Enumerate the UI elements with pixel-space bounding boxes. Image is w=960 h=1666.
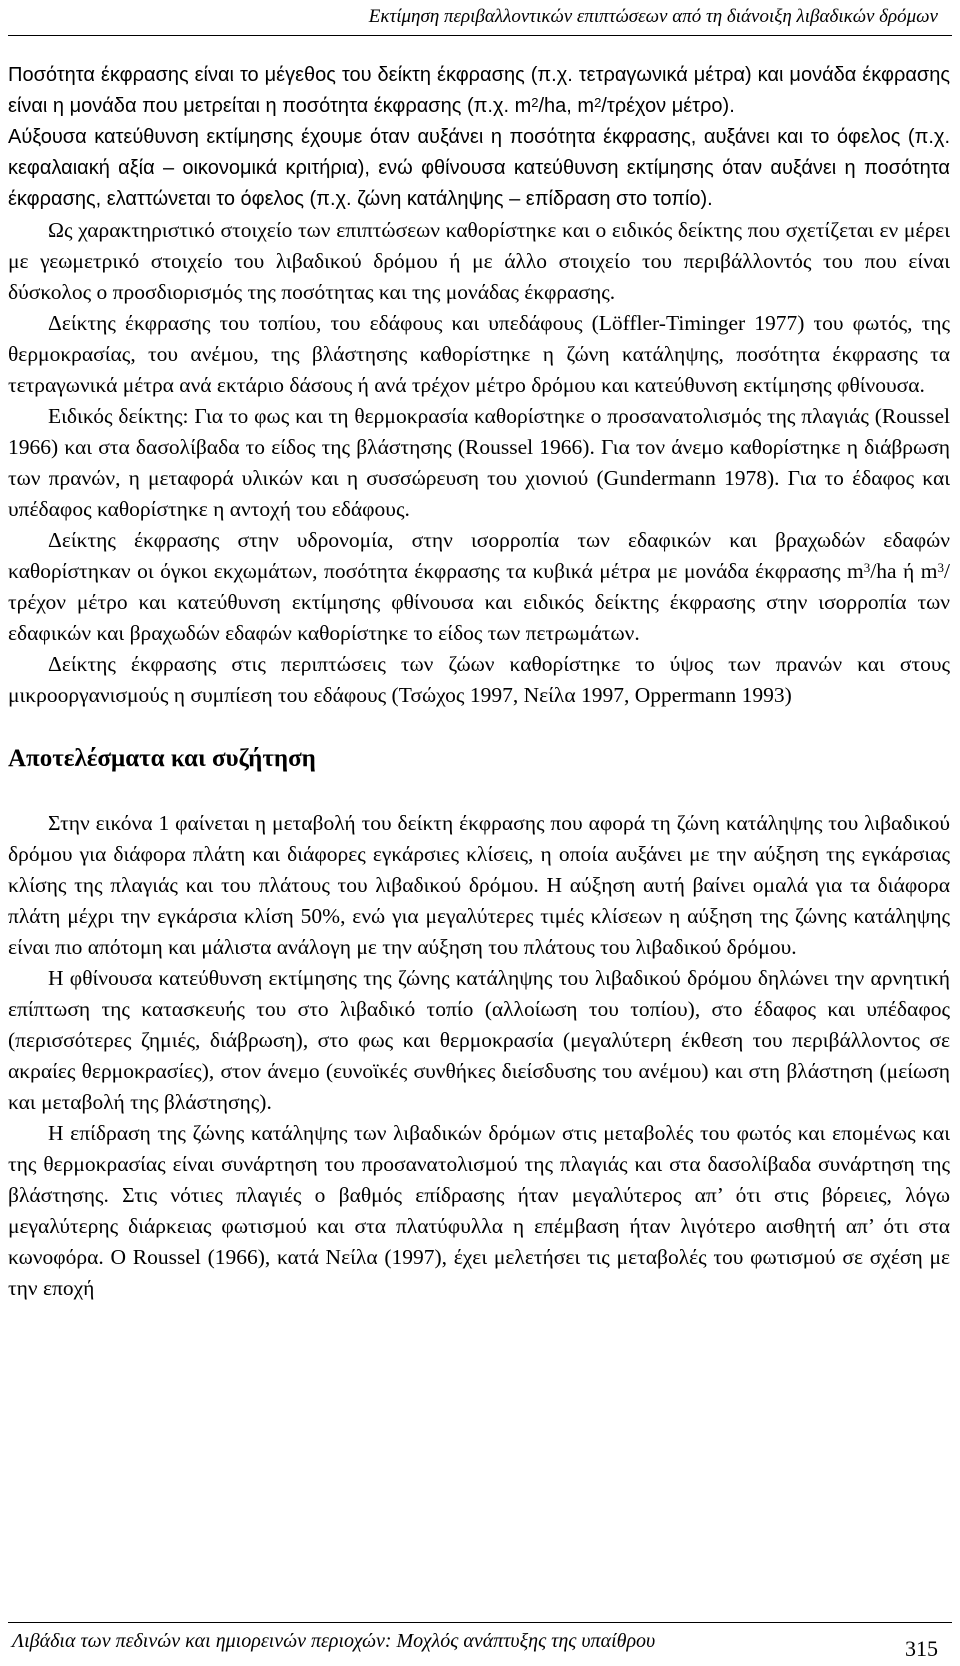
paragraph-landscape-indicator: Δείκτης έκφρασης του τοπίου, του εδάφους και υπεδάφους (Löffler-Timinger 1977) του φωτός, της θερμοκρασίας, του ανέμου, της βλάστησης καθορίστηκε η ζώνη κατάληψης, ποσότητα έκφρασης τα τετραγωνικά μέτρα ανά εκτάριο δάσους ή ανά τρέχον μέτρο δρόμου και κατεύθυνση εκτίμησης φθίνουσα. — [8, 311, 950, 397]
paragraph-direction-definition: Αύξουσα κατεύθυνση εκτίμησης έχουμε όταν αυξάνει η ποσότητα έκφρασης, αυξάνει και το όφελος (π.χ. κεφαλαιακή αξία – οικονομικά κριτήρια), ενώ φθίνουσα κατεύθυνση εκτίμησης όταν αυξάνει η ποσότητα έκφρασης, ελαττώνεται το όφελος (π.χ. ζώνη κατάληψης – επίδραση στο τοπίο). — [8, 126, 950, 210]
paragraph-results-light-temperature: Η επίδραση της ζώνης κατάληψης των λιβαδικών δρόμων στις μεταβολές του φωτός και επομένως και της θερμοκρασίας είναι συνάρτηση του προσανατολισμού της πλαγιάς και στα δασολίβαδα συνάρτηση της βλάστησης. Στις νότιες πλαγιές ο βαθμός επίδρασης ήταν μεγαλύτερος απ’ ότι στις βόρειες, λόγω μεγαλύτερης διάρκειας φωτισμού και στα πλατύφυλλα η επέμβαση ήταν λιγότερο αισθητή απ’ ότι στα κωνοφόρα. Ο Roussel (1966), κατά Νείλα (1997), έχει μελετήσει τις μεταβολές του φωτισμού σε σχέση με την εποχή — [8, 1121, 950, 1300]
running-header — [8, 4, 952, 34]
running-header-title: Εκτίμηση περιβαλλοντικών επιπτώσεων από τη διάνοιξη λιβαδικών δρόμων — [368, 6, 938, 27]
running-footer — [8, 1622, 952, 1666]
footer-title: Λιβάδια των πεδινών και ημιορεινών περιοχών: Μοχλός ανάπτυξης της υπαίθρου — [12, 1630, 656, 1652]
page-number: 315 — [905, 1636, 938, 1661]
paragraph-results-negative-impact: Η φθίνουσα κατεύθυνση εκτίμησης της ζώνης κατάληψης του λιβαδικού δρόμου δηλώνει την αρνητική επίπτωση της κατασκευής του στο λιβαδικό τοπίο (αλλοίωση του τοπίου), στο έδαφος και υπέδαφος (περισσότερες ζημιές, διάβρωση), στο φως και θερμοκρασία (μεγαλύτερη έκθεση του περιβάλλοντος σε ακραίες θερμοκρασίες), στον άνεμο (ευνοϊκές συνθήκες διείσδυσης του ανέμου) και στη βλάστηση (μείωση και μεταβολή της βλάστησης). — [8, 966, 950, 1114]
footer-rule — [8, 1622, 952, 1623]
section-heading-results: Αποτελέσματα και συζήτηση — [8, 745, 316, 772]
paragraph-special-indicator: Ως χαρακτηριστικό στοιχείο των επιπτώσεων καθορίστηκε και ο ειδικός δείκτης που σχετίζεται εν μέρει με γεωμετρικό στοιχείο του λιβαδικού δρόμου ή με άλλο στοιχείο του περιβάλλοντός του που είναι δύσκολος ο προσδιορισμός της ποσότητας και της μονάδας έκφρασης. — [8, 218, 950, 304]
header-rule — [8, 35, 952, 36]
paragraph-hydrology-indicator: Δείκτης έκφρασης στην υδρονομία, στην ισορροπία των εδαφικών και βραχωδών εδαφών καθορίστηκαν οι όγκοι εκχωμάτων, ποσότητα έκφρασης τα κυβικά μέτρα με μονάδα έκφρασης $m^3/ha$ ή $m^3$/τρέχον μέτρο και κατεύθυνση εκτίμησης φθίνουσα και ειδικός δείκτης έκφρασης στην ισορροπία των εδαφικών και βραχωδών εδαφών καθορίστηκε το είδος των πετρωμάτων. — [8, 528, 950, 645]
paragraph-specific-indicator: Ειδικός δείκτης: Για το φως και τη θερμοκρασία καθορίστηκε ο προσανατολισμός της πλαγιάς (Roussel 1966) και στα δασολίβαδα το είδος της βλάστησης (Roussel 1966). Για τον άνεμο καθορίστηκε η διάβρωση των πρανών, η μεταφορά υλικών και η συσσώρευση του χιονιού (Gundermann 1978). Για το έδαφος και υπέδαφος καθορίστηκε η αντοχή του εδάφους. — [8, 404, 950, 521]
paragraph-quantity-definition: Ποσότητα έκφρασης είναι το μέγεθος του δείκτη έκφρασης (π.χ. τετραγωνικά μέτρα) και μονάδα έκφρασης είναι η μονάδα που μετρείται η ποσότητα έκφρασης (π.χ. $m^2/ha$, $m^2$/τρέχον μέτρο). — [8, 64, 950, 117]
page-body — [8, 60, 950, 1304]
paragraph-results-figure1: Στην εικόνα 1 φαίνεται η μεταβολή του δείκτη έκφρασης που αφορά τη ζώνη κατάληψης του λιβαδικού δρόμου για διάφορα πλάτη και διάφορες εγκάρσιες κλίσεις, η οποία αυξάνει με την αύξηση της εγκάρσιας κλίσης της πλαγιάς και του πλάτους του λιβαδικού δρόμου. Η αύξηση αυτή βαίνει ομαλά για τα διάφορα πλάτη μέχρι την εγκάρσια κλίση 50%, ενώ για μεγαλύτερες τιμές κλίσεων η αύξηση της ζώνης κατάληψης είναι πιο απότομη και μάλιστα ανάλογη με την αύξηση του πλάτους του λιβαδικού δρόμου. — [8, 811, 950, 959]
paragraph-animal-indicator: Δείκτης έκφρασης στις περιπτώσεις των ζώων καθορίστηκε το ύψος των πρανών και στους μικροοργανισμούς η συμπίεση του εδάφους (Τσώχος 1997, Νείλα 1997, Oppermann 1993) — [8, 652, 950, 707]
